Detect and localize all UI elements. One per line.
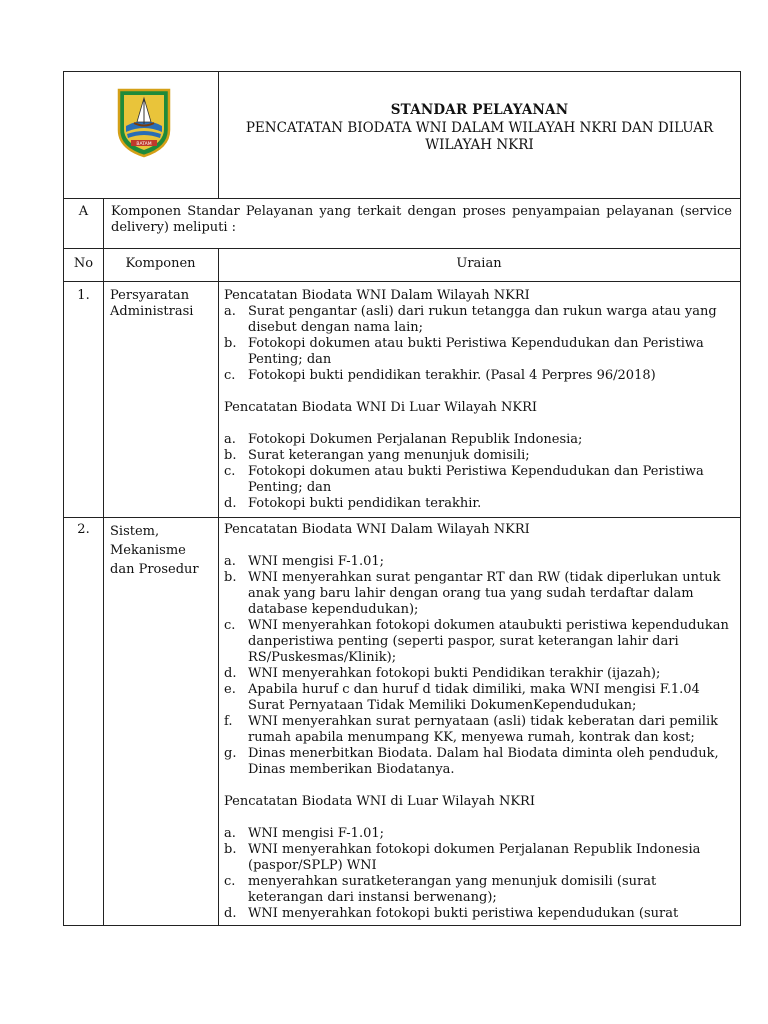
- header-row: [64, 72, 740, 199]
- document-title: STANDAR PELAYANAN: [390, 102, 569, 118]
- list-marker: c.: [224, 618, 236, 633]
- column-divider: [218, 518, 219, 926]
- list-marker: d.: [224, 496, 237, 511]
- list-item: [224, 746, 732, 778]
- list-item: [224, 618, 732, 666]
- column-header-komponen: Komponen: [125, 256, 196, 271]
- list-item: [224, 368, 732, 384]
- list-item: [224, 432, 732, 448]
- list-item-text: menyerahkan suratketerangan yang menunjuk domisili (surat keterangan dari instansi berwenang);: [248, 874, 657, 905]
- list-item: [224, 570, 732, 618]
- list-item-text: Fotokopi bukti pendidikan terakhir. (Pasal 4 Perpres 96/2018): [248, 368, 656, 383]
- list-item-text: Fotokopi dokumen atau bukti Peristiwa Kependudukan dan Peristiwa Penting; dan: [248, 464, 704, 495]
- list-item-text: WNI mengisi F-1.01;: [248, 826, 384, 841]
- list-item-text: WNI menyerahkan fotokopi bukti peristiwa kependudukan (surat: [248, 906, 679, 921]
- list-item: [224, 906, 732, 922]
- list-item-text: WNI menyerahkan surat pengantar RT dan RW (tidak diperlukan untuk anak yang baru lahir dengan orang tua yang sudah terdaftar dalam database kependudukan);: [248, 570, 721, 617]
- list-item: [224, 336, 732, 368]
- list-marker: c.: [224, 368, 236, 383]
- row-uraian: [224, 522, 732, 922]
- section-heading: Pencatatan Biodata WNI Dalam Wilayah NKRI: [224, 522, 530, 537]
- row-komponen: Sistem, Mekanisme dan Prosedur: [110, 524, 199, 577]
- list-marker: f.: [224, 714, 233, 729]
- section-a-text: Komponen Standar Pelayanan yang terkait dengan proses penyampaian pelayanan (service delivery) meliputi :: [111, 204, 732, 235]
- list-item-text: WNI menyerahkan fotokopi dokumen ataubukti peristiwa kependudukan danperistiwa penting (seperti paspor, surat keterangan lahir dari RS/Puskesmas/Klinik);: [248, 618, 729, 665]
- list-item-text: Surat keterangan yang menunjuk domisili;: [248, 448, 530, 463]
- list-item-text: Surat pengantar (asli) dari rukun tetangga dan rukun warga atau yang disebut dengan nama lain;: [248, 304, 717, 335]
- procedure-list: [224, 554, 732, 778]
- list-item-text: Fotokopi Dokumen Perjalanan Republik Indonesia;: [248, 432, 583, 447]
- list-marker: e.: [224, 682, 236, 697]
- list-item-text: Fotokopi dokumen atau bukti Peristiwa Kependudukan dan Peristiwa Penting; dan: [248, 336, 704, 367]
- table-row: [64, 518, 740, 926]
- procedure-list: [224, 826, 732, 922]
- column-divider: [103, 518, 104, 926]
- list-marker: b.: [224, 448, 237, 463]
- column-header-no: No: [73, 256, 94, 271]
- list-marker: b.: [224, 570, 237, 585]
- list-marker: a.: [224, 432, 236, 447]
- list-marker: d.: [224, 666, 237, 681]
- list-marker: b.: [224, 842, 237, 857]
- list-item-text: Apabila huruf c dan huruf d tidak dimiliki, maka WNI mengisi F.1.04 Surat Pernyataan Tidak Memiliki DokumenKependudukan;: [248, 682, 700, 713]
- list-item: [224, 304, 732, 336]
- column-divider: [103, 199, 104, 248]
- document-title-block: [219, 72, 740, 198]
- list-marker: g.: [224, 746, 237, 761]
- document-subtitle: PENCATATAN BIODATA WNI DALAM WILAYAH NKRI DAN DILUAR WILAYAH NKRI: [245, 120, 714, 153]
- list-item-text: WNI menyerahkan surat pernyataan (asli) tidak keberatan dari pemilik rumah apabila menumpang KK, menyewa rumah, kontrak dan kost;: [248, 714, 718, 745]
- column-divider: [218, 282, 219, 517]
- list-item-text: WNI mengisi F-1.01;: [248, 554, 384, 569]
- list-marker: b.: [224, 336, 237, 351]
- list-item-text: WNI menyerahkan fotokopi bukti Pendidikan terakhir (ijazah);: [248, 666, 661, 681]
- list-item: [224, 874, 732, 906]
- column-header-uraian: Uraian: [456, 256, 502, 271]
- section-heading: Pencatatan Biodata WNI Dalam Wilayah NKRI: [224, 288, 530, 303]
- batam-emblem-icon: [116, 86, 172, 158]
- column-header-row: [64, 249, 740, 282]
- row-number: 1.: [77, 288, 90, 303]
- list-item: [224, 464, 732, 496]
- list-item-text: Fotokopi bukti pendidikan terakhir.: [248, 496, 482, 511]
- logo-text: BATAM: [136, 142, 152, 147]
- section-a-label: A: [78, 204, 89, 219]
- list-marker: c.: [224, 464, 236, 479]
- list-marker: a.: [224, 304, 236, 319]
- list-item: [224, 842, 732, 874]
- table-row: [64, 282, 740, 518]
- list-item: [224, 666, 732, 682]
- section-heading: Pencatatan Biodata WNI di Luar Wilayah NKRI: [224, 794, 535, 809]
- row-uraian: [224, 288, 732, 512]
- section-heading: Pencatatan Biodata WNI Di Luar Wilayah NKRI: [224, 400, 538, 415]
- section-a-row: [64, 199, 740, 249]
- list-item: [224, 826, 732, 842]
- list-marker: c.: [224, 874, 236, 889]
- requirement-list: [224, 304, 732, 384]
- list-marker: d.: [224, 906, 237, 921]
- column-divider: [103, 282, 104, 517]
- list-item: [224, 714, 732, 746]
- list-item-text: Dinas menerbitkan Biodata. Dalam hal Biodata diminta oleh penduduk, Dinas memberikan Biodatanya.: [248, 746, 719, 777]
- list-item-text: WNI menyerahkan fotokopi dokumen Perjalanan Republik Indonesia (paspor/SPLP) WNI: [248, 842, 701, 873]
- list-item: [224, 682, 732, 714]
- service-standard-table: [63, 71, 741, 926]
- row-komponen: Persyaratan Administrasi: [110, 288, 194, 319]
- list-item: [224, 448, 732, 464]
- list-marker: a.: [224, 826, 236, 841]
- list-item: [224, 496, 732, 512]
- list-marker: a.: [224, 554, 236, 569]
- list-item: [224, 554, 732, 570]
- requirement-list: [224, 432, 732, 512]
- row-number: 2.: [77, 522, 90, 537]
